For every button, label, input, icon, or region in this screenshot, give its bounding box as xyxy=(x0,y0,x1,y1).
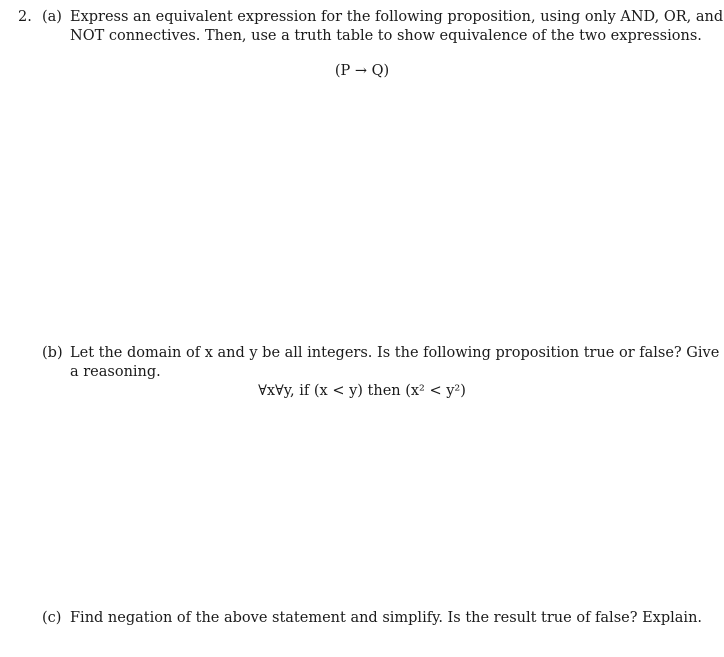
part-a-text-line2: NOT connectives. Then, use a truth table to show equivalence of the two expressions. xyxy=(70,28,702,44)
part-b-formula: ∀x∀y, if (x < y) then (x² < y²) xyxy=(258,383,466,399)
problem-number: 2. xyxy=(18,9,32,25)
part-a-text-line1: Express an equivalent expression for the following proposition, using only AND, OR, and xyxy=(70,9,724,25)
part-c-label: (c) xyxy=(42,610,62,626)
part-c-text-line1: Find negation of the above statement and simplify. Is the result true of false? Explain. xyxy=(70,610,703,626)
part-b-text-line1: Let the domain of x and y be all integers. Is the following proposition true or false? Give xyxy=(70,345,720,361)
part-b-text-line2: a reasoning. xyxy=(70,364,161,380)
part-a-formula: (P → Q) xyxy=(334,63,390,79)
part-a-label: (a) xyxy=(42,9,62,25)
part-b-label: (b) xyxy=(42,345,63,361)
